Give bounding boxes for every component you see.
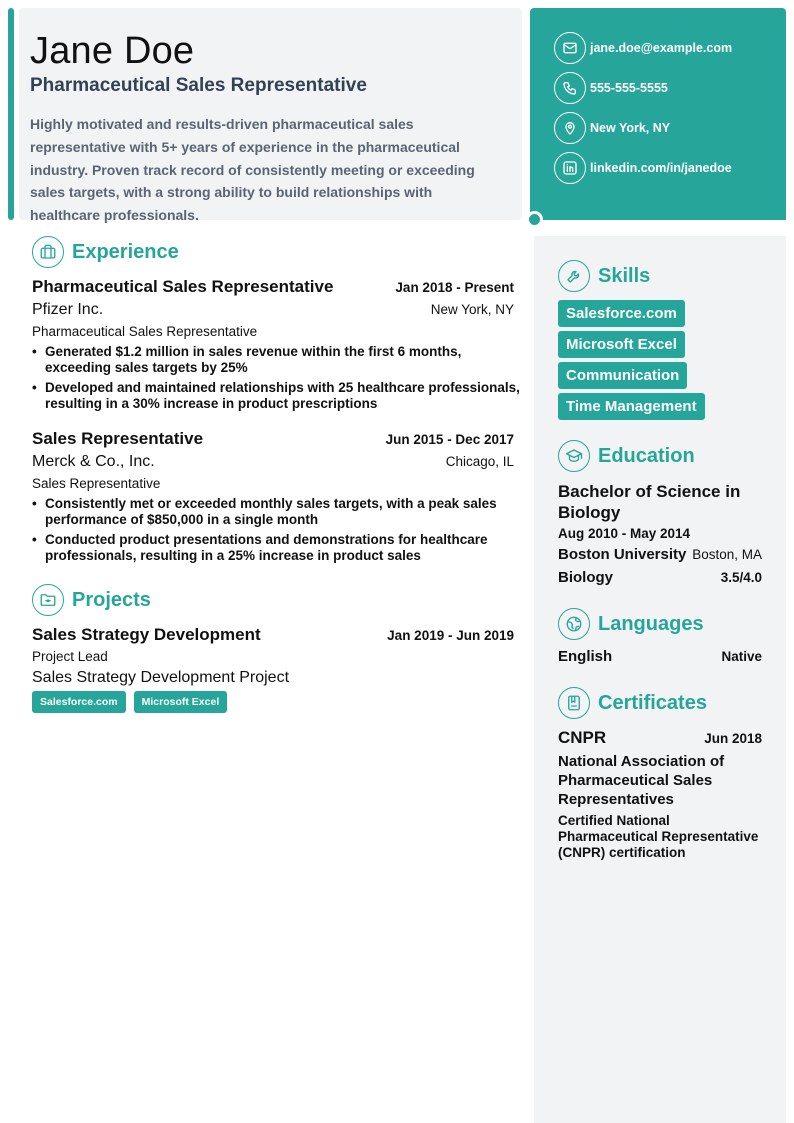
job-2-bullet: • Consistently met or exceeded monthly sales targets, with a peak sales performance of $850,000 in a single month	[45, 496, 525, 528]
languages-title: Languages	[598, 612, 704, 635]
job-1-location: New York, NY	[430, 302, 514, 317]
skill-badge: Communication	[558, 362, 687, 389]
certificates-title: Certificates	[598, 691, 707, 714]
certificate-1-description: Certified National Pharmaceutical Representative (CNPR) certification	[558, 813, 759, 860]
mail-icon	[554, 32, 586, 64]
education-title: Education	[598, 444, 695, 467]
certificate-1-header	[558, 728, 762, 748]
certificate-icon	[558, 687, 590, 719]
education-gpa: 3.5/4.0	[720, 570, 762, 585]
contact-email-text[interactable]: jane.doe@example.com	[590, 41, 733, 55]
certificate-1-date: Jun 2018	[704, 731, 762, 746]
skills-title: Skills	[598, 264, 651, 287]
job-1-bullet: • Developed and maintained relationships with 25 healthcare professionals, resulting in a 30% increase in product prescriptions	[45, 380, 525, 412]
candidate-title: Pharmaceutical Sales Representative	[30, 75, 367, 96]
job-1-dates: Jan 2018 - Present	[395, 280, 514, 295]
education-dates: Aug 2010 - May 2014	[558, 526, 691, 541]
projects-title: Projects	[72, 588, 151, 611]
job-2-bullet: • Conducted product presentations and demonstrations for healthcare professionals, resulting in a 25% increase in product sales	[45, 532, 525, 564]
language-level: Native	[721, 649, 762, 664]
project-tag: Microsoft Excel	[134, 691, 228, 713]
skills-heading	[558, 260, 650, 292]
job-2-role: Sales Representative	[32, 476, 161, 491]
job-1-role: Pharmaceutical Sales Representative	[32, 324, 258, 339]
job-1-bullet: • Generated $1.2 million in sales revenue within the first 6 months, exceeding sales targets by 25%	[45, 344, 525, 376]
summary-text: Highly motivated and results-driven pharmaceutical sales representative with 5+ years of experience in the pharmaceutical industry. Proven track record of consistently meeting or exceeding sales targets, with a strong ability to build relationships with healthcare professionals.	[30, 116, 475, 224]
contact-phone-text[interactable]: 555-555-5555	[590, 81, 668, 95]
education-degree: Bachelor of Science in Biology	[558, 482, 741, 522]
header-accent-bar	[8, 8, 14, 220]
project-1-tags	[32, 691, 235, 713]
education-location: Boston, MA	[692, 547, 762, 562]
job-1-company: Pfizer Inc.	[32, 301, 104, 318]
certificates-heading	[558, 687, 707, 719]
contact-linkedin[interactable]	[554, 152, 732, 184]
job-1-bullets	[32, 344, 525, 416]
project-1-header	[32, 625, 514, 645]
contact-location	[554, 112, 670, 144]
job-2-company-row	[32, 453, 514, 471]
project-1-dates: Jan 2019 - Jun 2019	[387, 628, 514, 643]
skill-badge: Salesforce.com	[558, 300, 685, 327]
job-2-dates: Jun 2015 - Dec 2017	[385, 432, 514, 447]
phone-icon	[554, 72, 586, 104]
globe-icon	[558, 608, 590, 640]
skill-badge: Microsoft Excel	[558, 331, 685, 358]
job-2-title: Sales Representative	[32, 429, 204, 448]
contact-linkedin-text[interactable]: linkedin.com/in/janedoe	[590, 161, 732, 175]
map-pin-icon	[554, 112, 586, 144]
skill-badge: Time Management	[558, 393, 705, 420]
language-row	[558, 648, 762, 665]
contact-phone[interactable]	[554, 72, 668, 104]
certificate-1-issuer: National Association of Pharmaceutical Sales Representatives	[558, 753, 725, 808]
experience-heading	[32, 236, 179, 268]
job-1-title: Pharmaceutical Sales Representative	[32, 277, 334, 296]
linkedin-icon	[554, 152, 586, 184]
job-2-company: Merck & Co., Inc.	[32, 453, 155, 470]
briefcase-icon	[32, 236, 64, 268]
experience-title: Experience	[72, 240, 179, 263]
education-school-row	[558, 546, 762, 563]
header-panel	[19, 8, 522, 224]
decorative-dot	[526, 211, 543, 228]
education-heading	[558, 440, 695, 472]
project-1-name: Sales Strategy Development	[32, 625, 261, 644]
wrench-icon	[558, 260, 590, 292]
projects-heading	[32, 584, 151, 616]
job-2-location: Chicago, IL	[445, 454, 514, 469]
education-field: Biology	[558, 569, 613, 586]
contact-email[interactable]	[554, 32, 732, 64]
folder-icon	[32, 584, 64, 616]
education-school: Boston University	[558, 546, 687, 563]
graduation-cap-icon	[558, 440, 590, 472]
candidate-name: Jane Doe	[30, 30, 195, 72]
education-field-row	[558, 569, 762, 586]
contact-location-text: New York, NY	[590, 121, 671, 135]
certificate-1-name: CNPR	[558, 728, 607, 747]
language-name: English	[558, 648, 613, 665]
project-tag: Salesforce.com	[32, 691, 126, 713]
project-1-role: Project Lead	[32, 649, 108, 664]
languages-heading	[558, 608, 704, 640]
job-2-bullets	[32, 496, 525, 568]
job-2-header	[32, 429, 514, 449]
project-1-subtitle: Sales Strategy Development Project	[32, 669, 290, 686]
job-1-company-row	[32, 301, 514, 319]
job-1-header	[32, 277, 514, 297]
contact-panel	[530, 8, 786, 220]
